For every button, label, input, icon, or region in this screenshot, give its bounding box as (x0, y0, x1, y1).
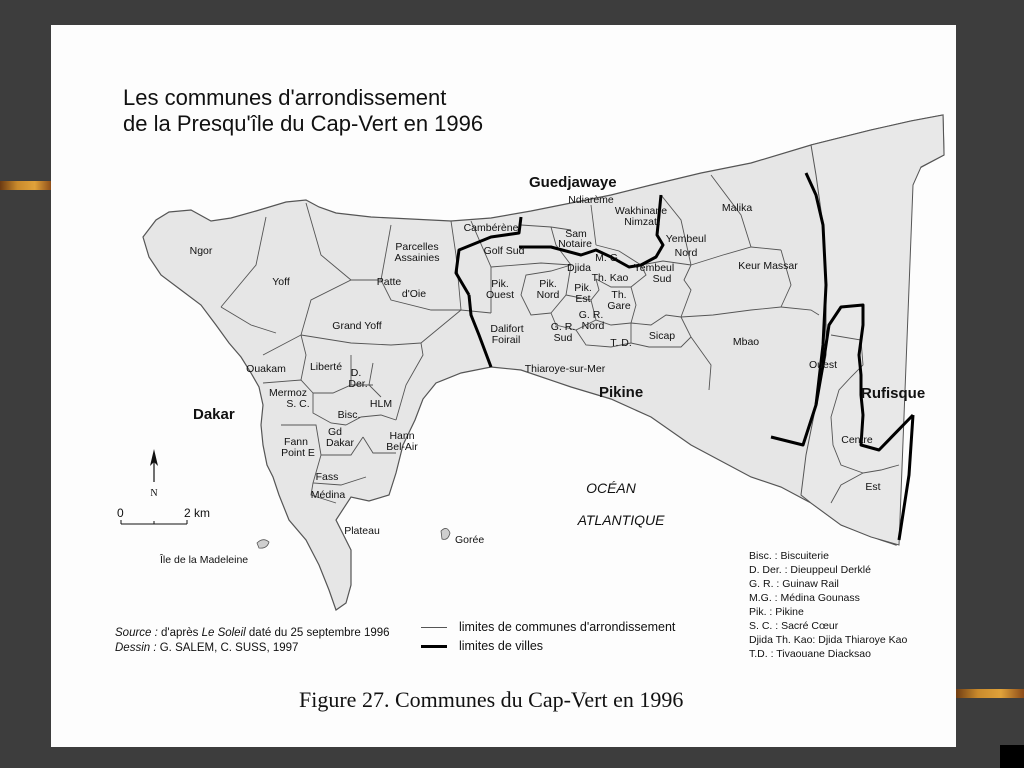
map-title-line-1: Les communes d'arrondissement (123, 85, 447, 110)
commune-label: Ouakam (246, 363, 286, 375)
commune-label: Ouest (485, 289, 515, 301)
legend-city-label: limites de villes (459, 639, 544, 653)
abbreviation-item: Djida Th. Kao: Djida Thiaroye Kao (749, 634, 908, 646)
abbreviation-item: T.D. : Tivaouane Diacksao (749, 648, 871, 660)
commune-label: Djida (567, 262, 591, 274)
drawing-text: G. SALEM, C. SUSS, 1997 (156, 642, 299, 654)
commune-label: d'Oie (401, 288, 427, 300)
commune-label: G. R. (550, 321, 576, 333)
abbreviation-item: S. C. : Sacré Cœur (749, 620, 839, 632)
commune-label: Assainies (394, 252, 440, 264)
source-text-3: daté du 25 septembre 1996 (245, 627, 390, 639)
island-label-madeleine: Île de la Madeleine (160, 554, 249, 566)
commune-label: Malika (721, 202, 753, 214)
commune-label: Plateau (344, 525, 380, 537)
commune-label: Golf Sud (483, 245, 525, 257)
abbreviation-item: Bisc. : Biscuiterie (749, 550, 829, 562)
commune-label: D. (350, 367, 362, 379)
drawing-credit (115, 642, 298, 654)
commune-label: Sud (652, 273, 672, 285)
commune-label: Sam (565, 228, 587, 240)
commune-label: Gd (327, 426, 343, 438)
commune-label: Yoff (272, 276, 290, 288)
source-text-1: d'après (157, 627, 202, 639)
drawing-label: Dessin : (115, 642, 157, 654)
commune-label: Point E (281, 447, 315, 459)
commune-label: Ngor (189, 245, 213, 257)
north-arrow-label: N (150, 488, 158, 499)
map-title-line-2: de la Presqu'île du Cap-Vert en 1996 (123, 111, 484, 136)
figure-caption: Figure 27. Communes du Cap-Vert en 1996 (299, 687, 684, 712)
commune-label: Liberté (309, 361, 343, 373)
commune-label: Fann (284, 436, 308, 448)
commune-label: Yembeul (633, 262, 675, 274)
commune-label: G. R. (578, 309, 604, 321)
source-credit (115, 627, 390, 639)
legend-commune-limits (421, 620, 675, 634)
source-label: Source : (115, 627, 158, 639)
commune-label: Th. (611, 289, 627, 301)
commune-label: Keur Massar (738, 260, 798, 272)
commune-label: Cambérène (463, 222, 519, 234)
island-label-goree: Gorée (455, 534, 485, 546)
commune-label: Fass (315, 471, 339, 483)
commune-label: Médina (310, 489, 346, 501)
commune-label: Pik. (574, 282, 592, 294)
commune-label: Pik. (539, 278, 557, 290)
legend-city-limits (421, 639, 543, 653)
left-accent-bar (0, 181, 52, 190)
commune-label: Gare (607, 300, 631, 312)
commune-label: M. G. (595, 252, 621, 264)
abbreviation-item: G. R. : Guinaw Rail (749, 578, 839, 590)
commune-label: Est (575, 293, 591, 305)
commune-label: Bel-Air (386, 441, 418, 453)
scale-bar (117, 506, 210, 524)
commune-label: Der. (348, 378, 368, 390)
city-label-pikine: Pikine (599, 384, 644, 401)
commune-label: Th. Kao (591, 272, 629, 284)
ocean-label-2: ATLANTIQUE (577, 512, 665, 528)
commune-label: Foirail (491, 334, 521, 346)
legend-commune-label: limites de communes d'arrondissement (459, 620, 676, 634)
abbreviation-item: M.G. : Médina Gounass (749, 592, 860, 604)
island-goree-shape (441, 528, 450, 539)
commune-label: Yembeul (665, 233, 707, 245)
abbreviation-item: Pik. : Pikine (749, 606, 804, 618)
commune-label: T. D. (610, 337, 632, 349)
commune-label: Thiaroye-sur-Mer (524, 363, 606, 375)
city-label-dakar: Dakar (193, 406, 235, 423)
commune-label: Sud (553, 332, 573, 344)
ocean-label-1: OCÉAN (586, 480, 636, 496)
scale-start-label: 0 (117, 506, 124, 520)
slide (51, 25, 956, 747)
commune-label: Sicap (648, 330, 676, 342)
commune-label: Nord (674, 247, 698, 259)
commune-label: S. C. (286, 398, 310, 410)
legend-thick-line (421, 645, 447, 648)
commune-label: Bisc. (337, 409, 361, 421)
commune-label: Nord (581, 320, 605, 332)
north-arrow (150, 449, 158, 499)
commune-label: Ouest (808, 359, 838, 371)
commune-label: Grand Yoff (332, 320, 382, 332)
legend-thin-line (421, 627, 447, 628)
scale-end-label: 2 km (184, 506, 211, 520)
commune-label: Pik. (491, 278, 509, 290)
abbreviation-item: D. Der. : Dieuppeul Derklé (749, 564, 871, 576)
source-text-2: Le Soleil (201, 627, 246, 639)
right-accent-bar (955, 689, 1024, 698)
commune-label: Dalifort (490, 323, 524, 335)
commune-label: Est (865, 481, 881, 493)
commune-label: Mermoz (269, 387, 307, 399)
commune-label: Nord (536, 289, 560, 301)
commune-label: Ndiarème (568, 194, 614, 206)
city-label-rufisque: Rufisque (861, 385, 926, 402)
commune-label: HLM (369, 398, 393, 410)
city-label-guedjawaye: Guedjawaye (529, 174, 617, 191)
commune-label: Parcelles (395, 241, 439, 253)
commune-label: Nimzatt (624, 216, 660, 228)
corner-block (1000, 745, 1024, 768)
commune-label: Notaire (558, 238, 592, 250)
commune-label: Hann (389, 430, 415, 442)
commune-label: Dakar (325, 437, 355, 449)
commune-label: Patte (376, 276, 402, 288)
commune-label: Centre (841, 434, 873, 446)
island-madeleine-shape (257, 540, 269, 548)
commune-label: Wakhinane (614, 205, 668, 217)
commune-label: Mbao (732, 336, 760, 348)
